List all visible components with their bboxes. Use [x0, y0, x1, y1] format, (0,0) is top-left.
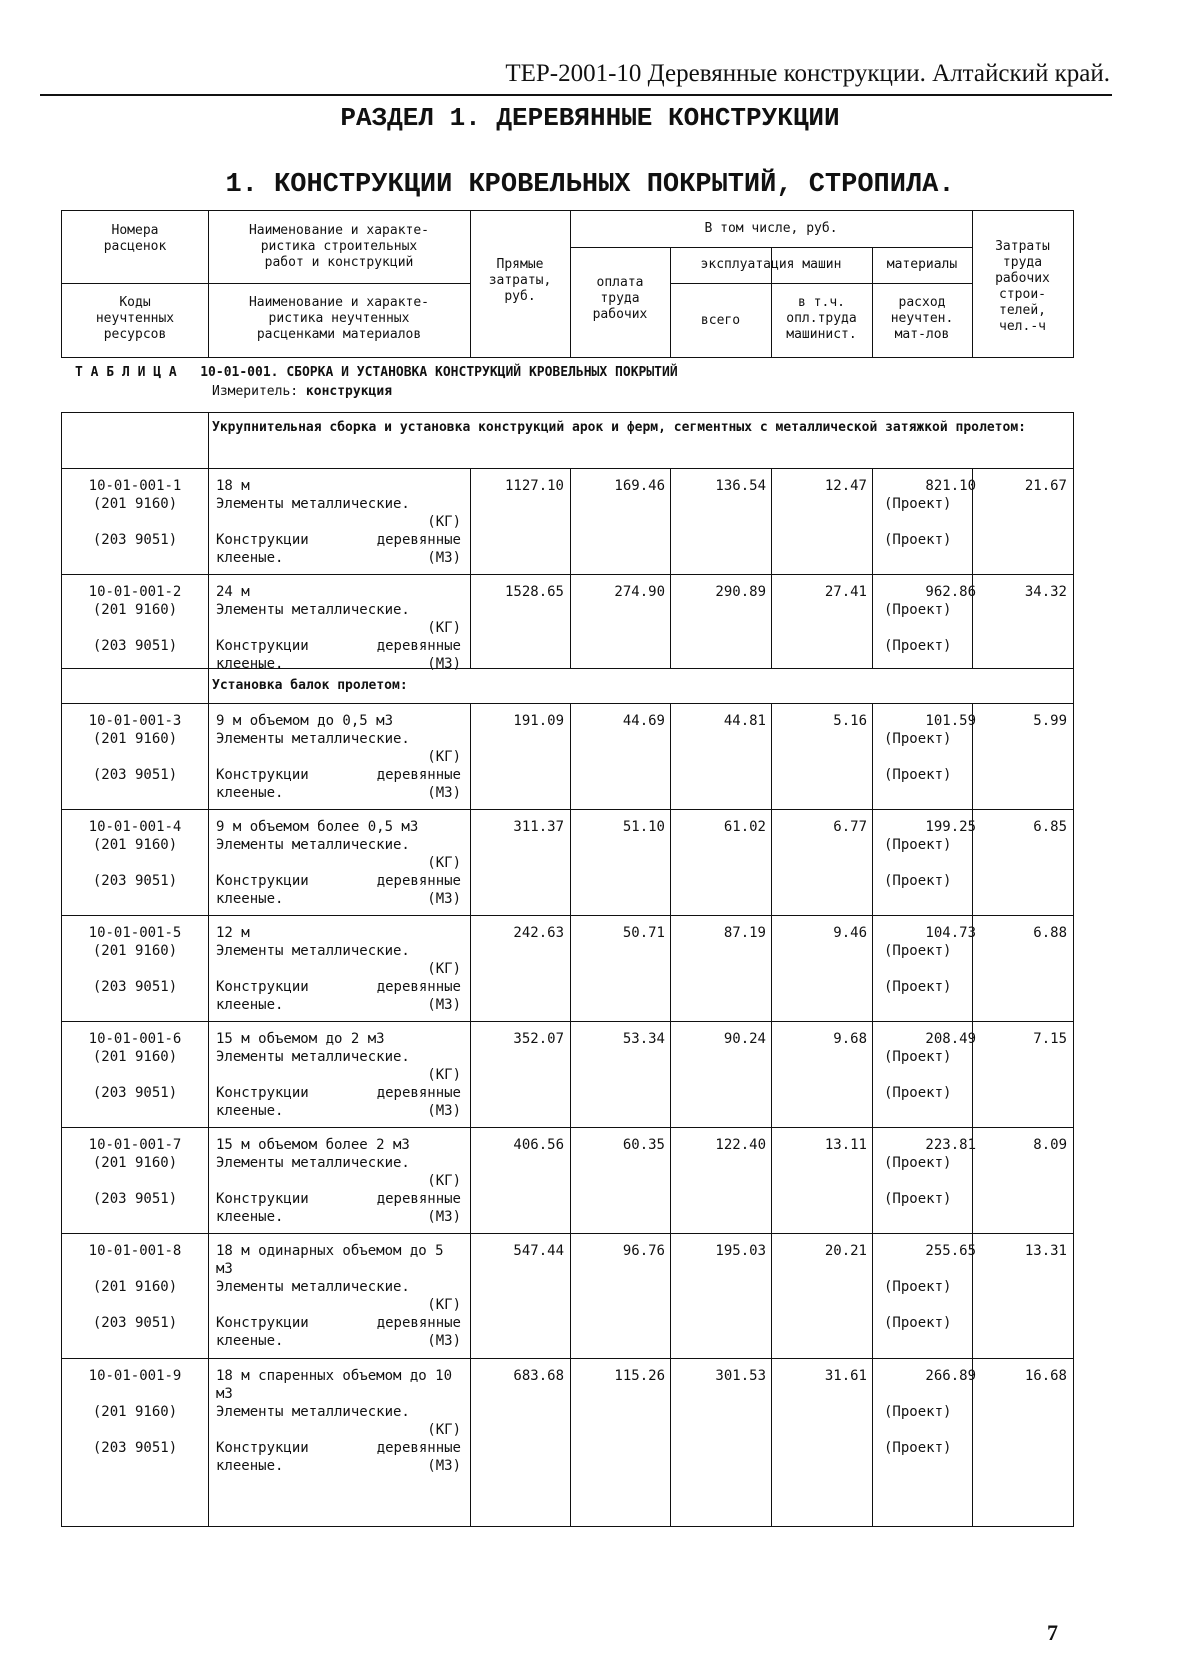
group-heading-arches: Укрупнительная сборка и установка конструкций арок и ферм, сегментных с металлической затяжкой пролетом: — [212, 420, 1026, 435]
resource-code: (201 9160) — [92, 943, 178, 959]
header-materials: материалы — [886, 257, 958, 272]
header-machines-total: всего — [700, 313, 741, 328]
machinist-pay: 27.41 — [824, 584, 867, 600]
resource-unit: (КГ) — [427, 1067, 461, 1083]
resource-code: (203 9051) — [92, 873, 178, 889]
header-resource-codes: Коды неучтенных ресурсов — [95, 295, 175, 342]
materials: 266.89 — [925, 1368, 976, 1384]
machinist-pay: 9.68 — [833, 1031, 867, 1047]
resource-code: (203 9051) — [92, 979, 178, 995]
running-head: ТЕР-2001-10 Деревянные конструкции. Алтайский край. — [505, 60, 1110, 87]
labor-pay: 53.34 — [622, 1031, 665, 1047]
project-note: (Проект) — [884, 1279, 952, 1295]
labor-pay: 96.76 — [622, 1243, 665, 1259]
materials: 101.59 — [925, 713, 976, 729]
resource-name: клееные. (М3) — [216, 1103, 461, 1119]
resource-unit: (КГ) — [427, 620, 461, 636]
resource-name: Элементы металлические. — [216, 1049, 410, 1065]
project-note: (Проект) — [884, 1315, 952, 1331]
machines-total: 195.03 — [715, 1243, 766, 1259]
resource-code: (201 9160) — [92, 602, 178, 618]
resource-name: Конструкции деревянные — [216, 1440, 461, 1456]
project-note: (Проект) — [884, 873, 952, 889]
resource-code: (201 9160) — [92, 1404, 178, 1420]
direct-costs: 1528.65 — [504, 584, 564, 600]
work-description: 15 м объемом более 2 м3 — [216, 1137, 410, 1153]
direct-costs: 683.68 — [513, 1368, 564, 1384]
project-note: (Проект) — [884, 979, 952, 995]
labor-costs: 13.31 — [1024, 1243, 1067, 1259]
rate-code: 10-01-001-7 — [88, 1137, 182, 1153]
resource-name: Элементы металлические. — [216, 602, 410, 618]
labor-pay: 44.69 — [622, 713, 665, 729]
resource-unit: (КГ) — [427, 1297, 461, 1313]
resource-name: клееные. (М3) — [216, 785, 461, 801]
materials: 199.25 — [925, 819, 976, 835]
machines-total: 61.02 — [723, 819, 766, 835]
resource-code: (203 9051) — [92, 1315, 178, 1331]
project-note: (Проект) — [884, 1404, 952, 1420]
work-description: 18 м — [216, 478, 250, 494]
machinist-pay: 5.16 — [833, 713, 867, 729]
resource-code: (203 9051) — [92, 767, 178, 783]
labor-costs: 21.67 — [1024, 478, 1067, 494]
resource-name: клееные. (М3) — [216, 550, 461, 566]
rate-code: 10-01-001-9 — [88, 1368, 182, 1384]
resource-name: Элементы металлические. — [216, 837, 410, 853]
resource-code: (201 9160) — [92, 1279, 178, 1295]
group-heading-beams: Установка балок пролетом: — [212, 678, 408, 693]
rate-code: 10-01-001-4 — [88, 819, 182, 835]
resource-name: Элементы металлические. — [216, 1279, 410, 1295]
labor-costs: 6.88 — [1033, 925, 1067, 941]
resource-name: Элементы металлические. — [216, 1155, 410, 1171]
materials: 223.81 — [925, 1137, 976, 1153]
direct-costs: 1127.10 — [504, 478, 564, 494]
resource-code: (201 9160) — [92, 1155, 178, 1171]
work-description: 24 м — [216, 584, 250, 600]
resource-name: Конструкции деревянные — [216, 1085, 461, 1101]
machines-total: 301.53 — [715, 1368, 766, 1384]
resource-name: клееные. (М3) — [216, 997, 461, 1013]
project-note: (Проект) — [884, 767, 952, 783]
labor-pay: 50.71 — [622, 925, 665, 941]
labor-pay: 274.90 — [614, 584, 665, 600]
direct-costs: 191.09 — [513, 713, 564, 729]
resource-name: Конструкции деревянные — [216, 979, 461, 995]
resource-code: (203 9051) — [92, 638, 178, 654]
project-note: (Проект) — [884, 1049, 952, 1065]
work-description: 9 м объемом более 0,5 м3 — [216, 819, 419, 835]
header-work-name: Наименование и характе- ристика строительных работ и конструкций — [248, 223, 429, 270]
machinist-pay: 31.61 — [824, 1368, 867, 1384]
materials: 104.73 — [925, 925, 976, 941]
machinist-pay: 20.21 — [824, 1243, 867, 1259]
resource-code: (203 9051) — [92, 532, 178, 548]
resource-name: Элементы металлические. — [216, 1404, 410, 1420]
project-note: (Проект) — [884, 496, 952, 512]
resource-name: Элементы металлические. — [216, 943, 410, 959]
section-title: РАЗДЕЛ 1. ДЕРЕВЯННЫЕ КОНСТРУКЦИИ — [340, 103, 840, 133]
work-description: 15 м объемом до 2 м3 — [216, 1031, 385, 1047]
labor-costs: 34.32 — [1024, 584, 1067, 600]
machinist-pay: 13.11 — [824, 1137, 867, 1153]
resource-code: (203 9051) — [92, 1085, 178, 1101]
work-description: 9 м объемом до 0,5 м3 — [216, 713, 394, 729]
labor-pay: 115.26 — [614, 1368, 665, 1384]
resource-name: Конструкции деревянные — [216, 532, 461, 548]
table-caption: Т А Б Л И Ц А 10-01-001. СБОРКА И УСТАНОВКА КОНСТРУКЦИЙ КРОВЕЛЬНЫХ ПОКРЫТИЙ — [75, 365, 678, 380]
labor-costs: 5.99 — [1033, 713, 1067, 729]
subsection-title: 1. КОНСТРУКЦИИ КРОВЕЛЬНЫХ ПОКРЫТИЙ, СТРОПИЛА. — [225, 170, 955, 200]
direct-costs: 547.44 — [513, 1243, 564, 1259]
header-machinist-pay: в т.ч. опл.труда машинист. — [786, 295, 857, 342]
project-note: (Проект) — [884, 837, 952, 853]
materials: 255.65 — [925, 1243, 976, 1259]
materials: 962.86 — [925, 584, 976, 600]
resource-name: Элементы металлические. — [216, 496, 410, 512]
work-description: 18 м спаренных объемом до 10 м3 — [216, 1368, 453, 1402]
labor-costs: 6.85 — [1033, 819, 1067, 835]
header-machines: эксплуатация машин — [700, 257, 842, 272]
machinist-pay: 12.47 — [824, 478, 867, 494]
rate-code: 10-01-001-8 — [88, 1243, 182, 1259]
resource-code: (201 9160) — [92, 1049, 178, 1065]
project-note: (Проект) — [884, 1085, 952, 1101]
direct-costs: 352.07 — [513, 1031, 564, 1047]
resource-name: клееные. (М3) — [216, 656, 461, 672]
project-note: (Проект) — [884, 638, 952, 654]
header-direct-costs: Прямые затраты, руб. — [488, 257, 552, 304]
machines-total: 87.19 — [723, 925, 766, 941]
materials: 208.49 — [925, 1031, 976, 1047]
rate-code: 10-01-001-6 — [88, 1031, 182, 1047]
labor-pay: 60.35 — [622, 1137, 665, 1153]
resource-unit: (КГ) — [427, 749, 461, 765]
labor-costs: 16.68 — [1024, 1368, 1067, 1384]
resource-unit: (КГ) — [427, 514, 461, 530]
project-note: (Проект) — [884, 1155, 952, 1171]
direct-costs: 311.37 — [513, 819, 564, 835]
resource-name: клееные. (М3) — [216, 1333, 461, 1349]
materials: 821.10 — [925, 478, 976, 494]
project-note: (Проект) — [884, 1191, 952, 1207]
header-labor-pay: оплата труда рабочих — [592, 275, 648, 322]
project-note: (Проект) — [884, 731, 952, 747]
rate-code: 10-01-001-3 — [88, 713, 182, 729]
resource-code: (203 9051) — [92, 1191, 178, 1207]
resource-name: Конструкции деревянные — [216, 767, 461, 783]
project-note: (Проект) — [884, 1440, 952, 1456]
resource-name: Конструкции деревянные — [216, 873, 461, 889]
labor-pay: 51.10 — [622, 819, 665, 835]
resource-unit: (КГ) — [427, 1422, 461, 1438]
resource-name: Конструкции деревянные — [216, 1191, 461, 1207]
resource-name: клееные. (М3) — [216, 891, 461, 907]
header-rate-numbers: Номера расценок — [103, 223, 167, 254]
machines-total: 136.54 — [715, 478, 766, 494]
resource-name: Конструкции деревянные — [216, 1315, 461, 1331]
rates-table — [61, 412, 1074, 1527]
rate-code: 10-01-001-5 — [88, 925, 182, 941]
machinist-pay: 6.77 — [833, 819, 867, 835]
resource-name: Элементы металлические. — [216, 731, 410, 747]
rate-code: 10-01-001-2 — [88, 584, 182, 600]
direct-costs: 406.56 — [513, 1137, 564, 1153]
resource-code: (203 9051) — [92, 1440, 178, 1456]
column-header — [61, 210, 1074, 358]
measure-line — [212, 384, 392, 399]
rate-code: 10-01-001-1 — [88, 478, 182, 494]
labor-pay: 169.46 — [614, 478, 665, 494]
measure-label: Измеритель: — [212, 384, 299, 399]
header-labor-costs: Затраты труда рабочих строи- телей, чел.-ч — [995, 239, 1050, 334]
work-description: 12 м — [216, 925, 250, 941]
resource-code: (201 9160) — [92, 731, 178, 747]
resource-unit: (КГ) — [427, 855, 461, 871]
resource-code: (201 9160) — [92, 837, 178, 853]
direct-costs: 242.63 — [513, 925, 564, 941]
machines-total: 44.81 — [723, 713, 766, 729]
machines-total: 290.89 — [715, 584, 766, 600]
header-material-name: Наименование и характе- ристика неучтенных расценками материалов — [248, 295, 429, 342]
page-number: 7 — [1047, 1620, 1058, 1645]
project-note: (Проект) — [884, 602, 952, 618]
machinist-pay: 9.46 — [833, 925, 867, 941]
machines-total: 90.24 — [723, 1031, 766, 1047]
work-description: 18 м одинарных объемом до 5 м3 — [216, 1243, 444, 1277]
resource-unit: (КГ) — [427, 961, 461, 977]
header-unaccounted-materials: расход неучтен. мат-лов — [890, 295, 954, 342]
resource-unit: (КГ) — [427, 1173, 461, 1189]
machines-total: 122.40 — [715, 1137, 766, 1153]
project-note: (Проект) — [884, 943, 952, 959]
resource-name: клееные. (М3) — [216, 1209, 461, 1225]
resource-name: Конструкции деревянные — [216, 638, 461, 654]
labor-costs: 8.09 — [1033, 1137, 1067, 1153]
header-including: В том числе, руб. — [704, 221, 838, 236]
measure-value: конструкция — [305, 384, 393, 399]
labor-costs: 7.15 — [1033, 1031, 1067, 1047]
header-rule — [40, 94, 1112, 96]
resource-code: (201 9160) — [92, 496, 178, 512]
resource-name: клееные. (М3) — [216, 1458, 461, 1474]
project-note: (Проект) — [884, 532, 952, 548]
